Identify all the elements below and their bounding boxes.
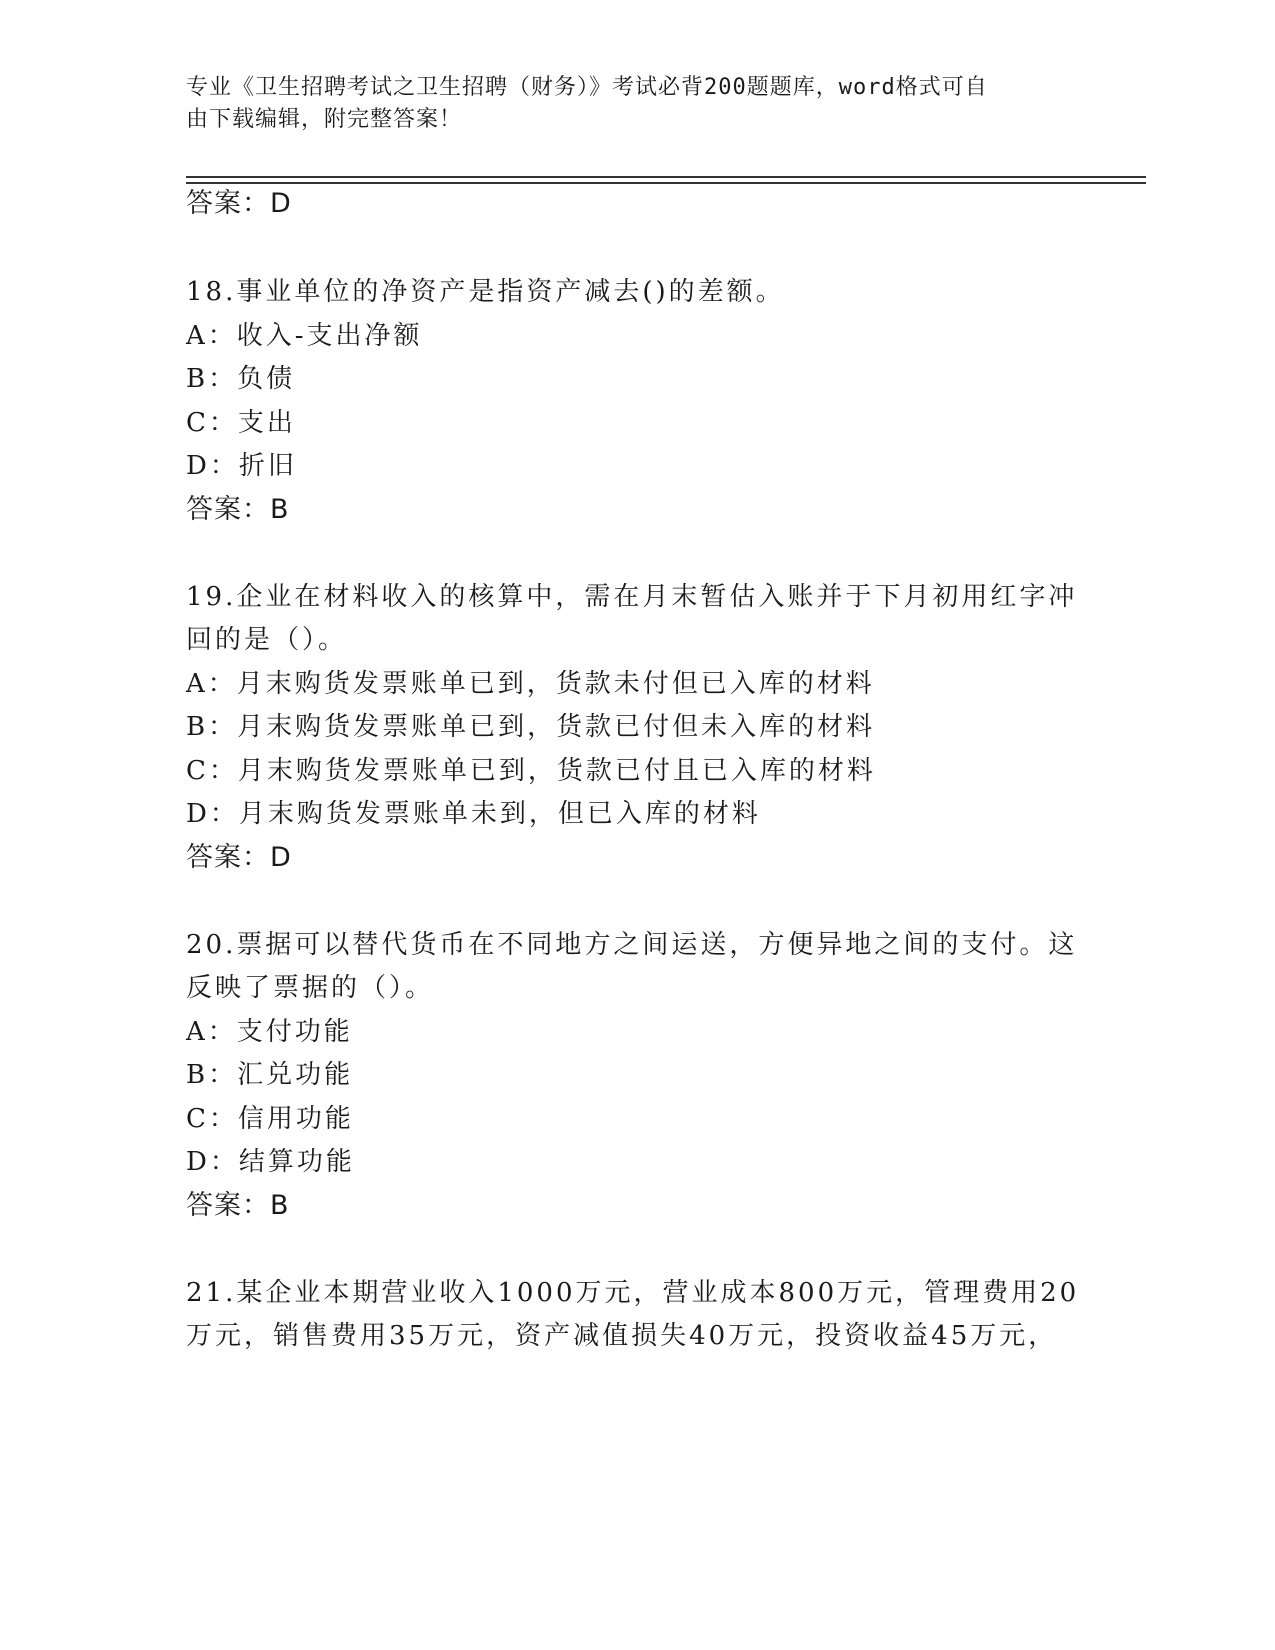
question-18-option-c: C：支出 [186, 408, 296, 438]
answer-q17: 答案：D [186, 188, 292, 219]
question-18-option-b: B：负债 [186, 364, 296, 394]
question-19-option-c: C：月末购货发票账单已到，货款已付且已入库的材料 [186, 756, 876, 786]
question-20-option-b: B：汇兑功能 [186, 1060, 354, 1090]
question-19-option-b: B：月末购货发票账单已到，货款已付但未入库的材料 [186, 712, 876, 742]
question-19-option-a: A：月末购货发票账单已到，货款未付但已入库的材料 [186, 669, 875, 699]
question-19-text-line-2: 回的是（）。 [186, 625, 348, 655]
question-19-text-line-1: 19.企业在材料收入的核算中，需在月末暂估入账并于下月初用红字冲 [186, 582, 1078, 612]
answer-q19: 答案：D [186, 842, 292, 873]
question-20-text-line-2: 反映了票据的（）。 [186, 973, 435, 1003]
header-divider-bottom [186, 182, 1146, 184]
question-20-text-line-1: 20.票据可以替代货币在不同地方之间运送，方便异地之间的支付。这 [186, 930, 1078, 960]
question-18-option-d: D：折旧 [186, 451, 297, 481]
question-21-text-line-2: 万元，销售费用35万元，资产减值损失40万元，投资收益45万元， [186, 1321, 1058, 1351]
page-header [186, 72, 1066, 136]
question-18-option-a: A：收入-支出净额 [186, 321, 423, 351]
answer-q20: 答案：B [186, 1190, 290, 1221]
header-line-2: 由下载编辑，附完整答案！ [186, 107, 463, 132]
question-19-option-d: D：月末购货发票账单未到，但已入库的材料 [186, 799, 761, 829]
question-21-text-line-1: 21.某企业本期营业收入1000万元，营业成本800万元，管理费用20 [186, 1278, 1080, 1308]
header-line-1: 专业《卫生招聘考试之卫生招聘（财务）》考试必背200题题库，word格式可自 [186, 75, 988, 100]
question-20-option-c: C：信用功能 [186, 1104, 354, 1134]
answer-q18: 答案：B [186, 494, 290, 525]
question-20-option-a: A：支付功能 [186, 1017, 353, 1047]
question-20-option-d: D：结算功能 [186, 1147, 355, 1177]
header-divider-top [186, 176, 1146, 178]
question-18-text: 18.事业单位的净资产是指资产减去()的差额。 [186, 277, 785, 307]
